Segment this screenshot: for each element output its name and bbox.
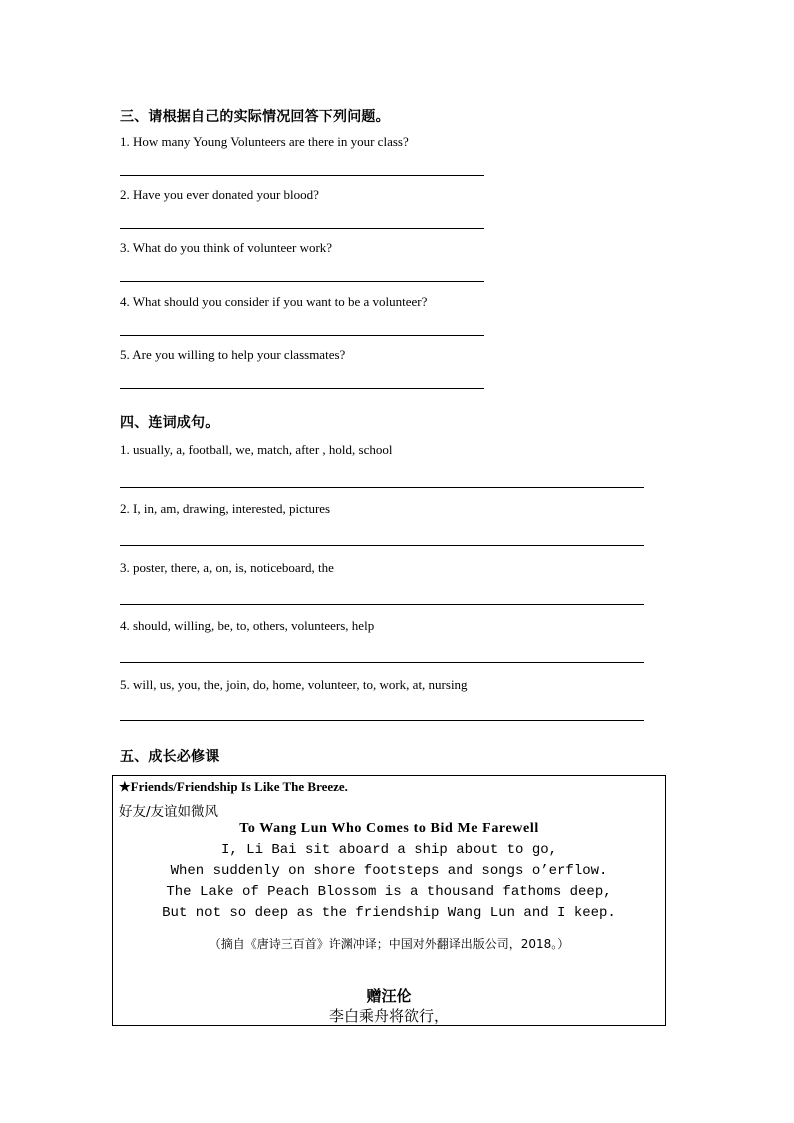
section-3-heading: 三、请根据自己的实际情况回答下列问题。 <box>120 109 390 125</box>
question-2-text: 2. Have you ever donated your blood? <box>120 187 319 202</box>
poem-line-cn-1: 李白乘舟将欲行， <box>328 1007 449 1025</box>
question-5-text: 5. Are you willing to help your classmates? <box>120 347 346 362</box>
section-5-heading: 五、成长必修课 <box>120 749 220 765</box>
word-order-line-2[interactable] <box>120 545 644 546</box>
answer-line-1[interactable] <box>120 175 484 176</box>
word-order-line-5[interactable] <box>120 720 644 721</box>
word-order-item-5: 5. will, us, you, the, join, do, home, volunteer, to, work, at, nursing <box>120 677 468 692</box>
section-4-heading: 四、连词成句。 <box>120 415 220 431</box>
word-order-item-2: 2. I, in, am, drawing, interested, pictures <box>120 501 331 516</box>
poem-line-en-4: But not so deep as the friendship Wang Lun and I keep. <box>162 905 616 921</box>
answer-line-4[interactable] <box>120 335 484 336</box>
friendship-box <box>112 775 666 1026</box>
poem-source: （摘自《唐诗三百首》许渊冲译；中国对外翻译出版公司，2018。） <box>208 937 570 951</box>
box-subtitle-cn: 好友/友谊如微风 <box>119 804 219 820</box>
answer-line-2[interactable] <box>120 228 484 229</box>
word-order-item-1: 1. usually, a, football, we, match, after , hold, school <box>120 442 393 457</box>
question-4-text: 4. What should you consider if you want to be a volunteer? <box>120 294 428 309</box>
word-order-line-1[interactable] <box>120 487 644 488</box>
poem-line-en-2: When suddenly on shore footsteps and songs o’erflow. <box>170 863 608 879</box>
poem-line-en-1: I, Li Bai sit aboard a ship about to go, <box>220 842 558 858</box>
question-1-text: 1. How many Young Volunteers are there in your class? <box>120 134 409 149</box>
answer-line-3[interactable] <box>120 281 484 282</box>
poem-line-en-3: The Lake of Peach Blossom is a thousand fathoms deep, <box>166 884 612 900</box>
word-order-item-4: 4. should, willing, be, to, others, volunteers, help <box>120 618 375 633</box>
answer-line-5[interactable] <box>120 388 484 389</box>
box-title: ★Friends/Friendship Is Like The Breeze. <box>119 779 348 794</box>
word-order-line-3[interactable] <box>120 604 644 605</box>
question-3-text: 3. What do you think of volunteer work? <box>120 240 333 255</box>
word-order-line-4[interactable] <box>120 662 644 663</box>
poem-title-en: To Wang Lun Who Comes to Bid Me Farewell <box>239 821 539 836</box>
word-order-item-3: 3. poster, there, a, on, is, noticeboard, the <box>120 560 334 575</box>
poem-title-cn: 赠汪伦 <box>366 987 412 1005</box>
